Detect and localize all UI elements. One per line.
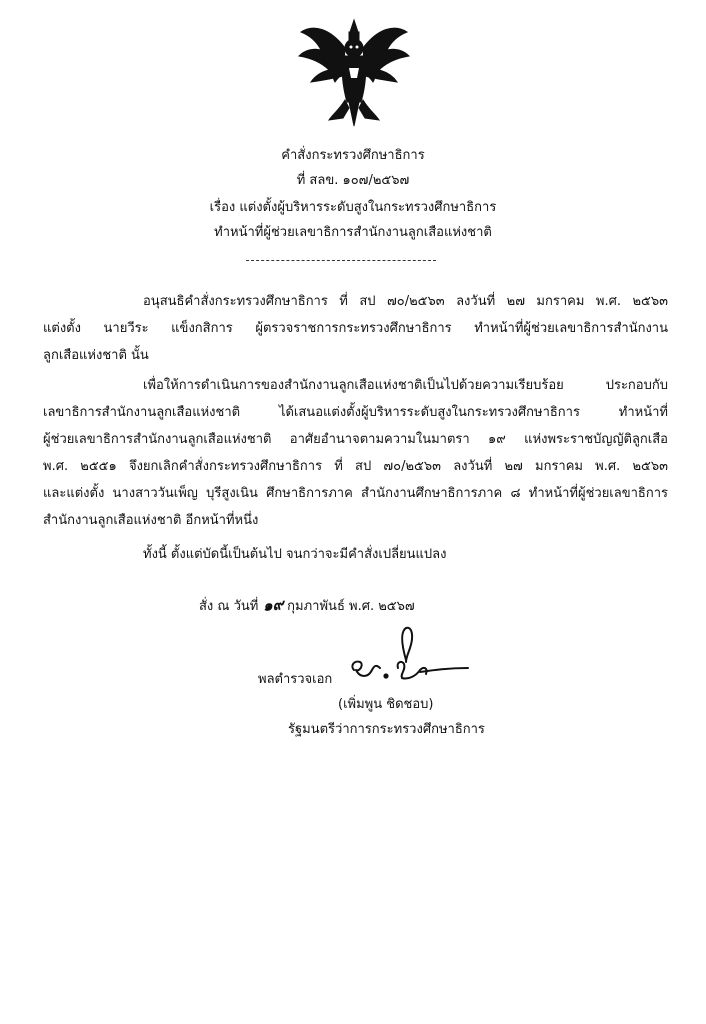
signer-title: รัฐมนตรีว่าการกระทรวงศึกษาธิการ	[288, 722, 485, 737]
paragraph-2-line-6: สำนักงานลูกเสือแห่งชาติ อีกหน้าที่หนึ่ง	[43, 513, 259, 528]
paragraph-1-line-1: อนุสนธิคำสั่งกระทรวงศึกษาธิการ ที่ สป ๗๐/๒๕๖๓ ลงวันที่ ๒๗ มกราคม พ.ศ. ๒๕๖๓	[143, 294, 668, 309]
document-subject: เรื่อง แต่งตั้งผู้บริหารระดับสูงในกระทรวงศึกษาธิการ	[209, 200, 497, 215]
order-date-rest: กุมภาพันธ์ พ.ศ. ๒๕๖๗	[287, 599, 415, 614]
header-divider	[246, 260, 436, 261]
paragraph-2-line-3: ผู้ช่วยเลขาธิการสำนักงานลูกเสือแห่งชาติ อาศัยอำนาจตามความในมาตรา ๑๙ แห่งพระราชบัญญัติลูกเสือ	[43, 432, 668, 447]
document-heading: คำสั่งกระทรวงศึกษาธิการ	[281, 148, 425, 163]
garuda-emblem-icon	[295, 18, 413, 128]
document-subject-continued: ทำหน้าที่ผู้ช่วยเลขาธิการสำนักงานลูกเสือแห่งชาติ	[214, 225, 492, 240]
order-date-prefix: สั่ง ณ วันที่	[199, 599, 259, 614]
paragraph-2-line-2: เลขาธิการสำนักงานลูกเสือแห่งชาติ ได้เสนอแต่งตั้งผู้บริหารระดับสูงในกระทรวงศึกษาธิการ ทำหน้าที่	[43, 405, 668, 420]
paragraph-1-line-2: แต่งตั้ง นายวีระ แข็งกสิการ ผู้ตรวจราชการกระทรวงศึกษาธิการ ทำหน้าที่ผู้ช่วยเลขาธิการสำนักงาน	[43, 321, 668, 336]
paragraph-2-line-4: พ.ศ. ๒๕๕๑ จึงยกเลิกคำสั่งกระทรวงศึกษาธิการ ที่ สป ๗๐/๒๕๖๓ ลงวันที่ ๒๗ มกราคม พ.ศ. ๒๕๖๓	[43, 459, 668, 474]
paragraph-2-line-1: เพื่อให้การดำเนินการของสำนักงานลูกเสือแห่งชาติเป็นไปด้วยความเรียบร้อย ประกอบกับ	[143, 378, 668, 393]
order-date-day: ๑๙	[261, 595, 284, 615]
paragraph-2-line-5: และแต่งตั้ง นางสาววันเพ็ญ บุรีสูงเนิน ศึกษาธิการภาค สำนักงานศึกษาธิการภาค ๘ ทำหน้าที่ผู้ช่วยเลขาธิการ	[43, 486, 668, 501]
paragraph-1-line-3: ลูกเสือแห่งชาติ นั้น	[43, 348, 149, 363]
order-date	[199, 593, 415, 617]
signer-name: (เพิ่มพูน ชิดชอบ)	[338, 697, 434, 712]
signer-rank: พลตำรวจเอก	[258, 672, 333, 687]
document-number: ที่ สลข. ๑๐๗/๒๕๖๗	[296, 173, 410, 188]
paragraph-3-line-1: ทั้งนี้ ตั้งแต่บัดนี้เป็นต้นไป จนกว่าจะมีคำสั่งเปลี่ยนแปลง	[143, 547, 447, 562]
handwritten-signature-icon	[340, 622, 480, 694]
